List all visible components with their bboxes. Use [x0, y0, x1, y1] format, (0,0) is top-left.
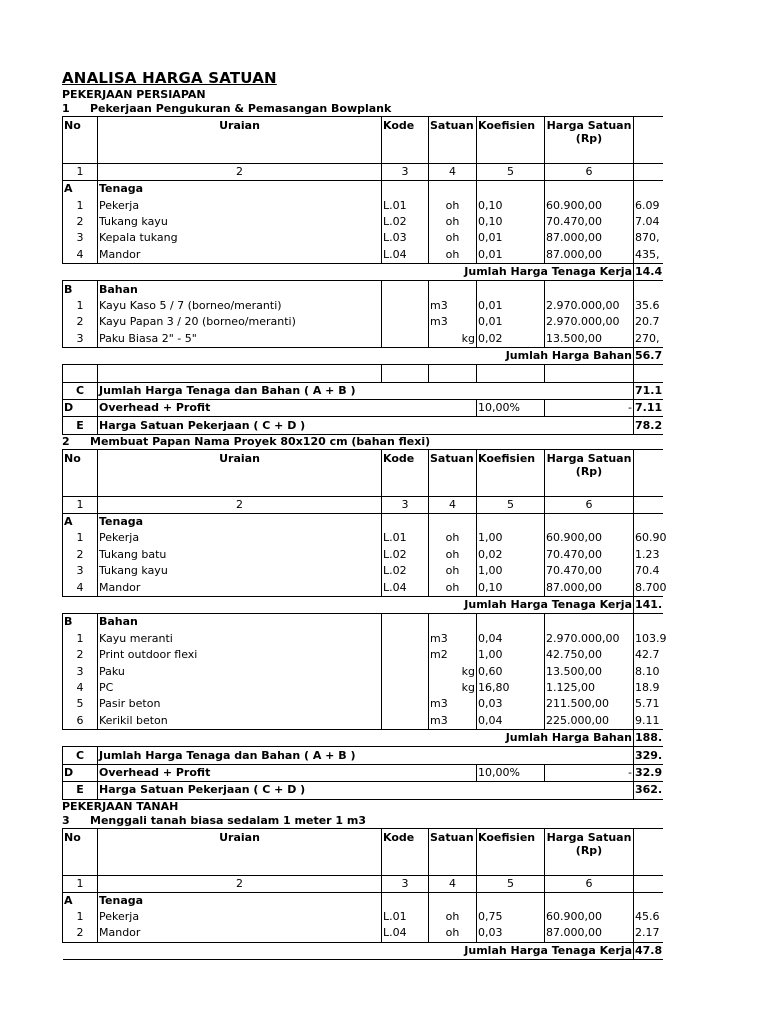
row-satuan: kg: [429, 331, 477, 348]
subtotal-row: [63, 729, 663, 746]
row-harga: 70.470,00: [545, 214, 634, 230]
row-uraian: Pekerja: [98, 909, 382, 925]
row-kode: L.04: [382, 579, 429, 596]
row-harga: 1.125,00: [545, 680, 634, 696]
row-harga: 13.500,00: [545, 663, 634, 679]
row-no: 1: [63, 197, 98, 213]
table-row: [63, 197, 663, 213]
section-title: PEKERJAAN TANAH: [62, 799, 179, 813]
col-number: [634, 496, 663, 513]
col-number: 3: [382, 496, 429, 513]
row-jumlah: 1.23: [634, 547, 663, 563]
row-jumlah: 8.10: [634, 663, 663, 679]
row-uraian: Mandor: [98, 247, 382, 264]
analysis-table: [62, 116, 663, 435]
row-satuan: m3: [429, 631, 477, 647]
col-number: 2: [98, 496, 382, 513]
col-number: 2: [98, 164, 382, 181]
row-satuan: m2: [429, 647, 477, 663]
overhead-text: Overhead + Profit: [98, 400, 477, 417]
row-harga: 2.970.000,00: [545, 314, 634, 330]
row-uraian: Kepala tukang: [98, 230, 382, 246]
total-c-label: C: [63, 747, 98, 764]
row-no: 3: [63, 331, 98, 348]
group-header-row: [63, 614, 663, 631]
rp-label: (Rp): [575, 132, 603, 145]
row-uraian: Kayu Papan 3 / 20 (borneo/meranti): [98, 314, 382, 330]
row-jumlah: 103.9: [634, 631, 663, 647]
analysis-sheet: [62, 68, 667, 960]
col-header-uraian: Uraian: [98, 828, 382, 875]
row-jumlah: 2.17: [634, 925, 663, 942]
col-number: 4: [429, 164, 477, 181]
total-c-value: 71.1: [634, 382, 663, 399]
col-header-satuan: Satuan: [429, 449, 477, 496]
row-no: 2: [63, 547, 98, 563]
row-harga: 87.000,00: [545, 579, 634, 596]
row-satuan: oh: [429, 579, 477, 596]
col-header-jumlah: [634, 449, 663, 496]
row-no: 1: [63, 530, 98, 546]
table-row: [63, 563, 663, 579]
column-number-row: [63, 164, 663, 181]
row-kode: L.01: [382, 530, 429, 546]
row-harga: 60.900,00: [545, 197, 634, 213]
row-koef: 0,60: [477, 663, 545, 679]
row-uraian: Pasir beton: [98, 696, 382, 712]
total-c-value: 329.: [634, 747, 663, 764]
row-kode: [382, 647, 429, 663]
row-satuan: oh: [429, 230, 477, 246]
row-satuan: oh: [429, 909, 477, 925]
total-e-text: Harga Satuan Pekerjaan ( C + D ): [98, 782, 634, 799]
spacer-row: [63, 365, 663, 382]
row-no: 5: [63, 696, 98, 712]
row-uraian: Pekerja: [98, 197, 382, 213]
subtotal-row: [63, 942, 663, 959]
row-uraian: Pekerja: [98, 530, 382, 546]
table-row: [63, 314, 663, 330]
col-header-uraian: Uraian: [98, 117, 382, 164]
row-harga: 225.000,00: [545, 713, 634, 730]
row-no: 6: [63, 713, 98, 730]
table-row: [63, 247, 663, 264]
row-kode: [382, 680, 429, 696]
group-header-row: [63, 181, 663, 198]
table-row: [63, 579, 663, 596]
group-header-row: [63, 281, 663, 298]
group-label: B: [63, 281, 98, 298]
row-kode: L.04: [382, 925, 429, 942]
row-no: 1: [63, 298, 98, 314]
row-jumlah: 60.90: [634, 530, 663, 546]
row-satuan: oh: [429, 530, 477, 546]
total-c-label: C: [63, 382, 98, 399]
row-jumlah: 18.9: [634, 680, 663, 696]
col-number: 3: [382, 875, 429, 892]
column-number-row: [63, 496, 663, 513]
col-header-kode: Kode: [382, 117, 429, 164]
table-header-row: [63, 449, 663, 496]
col-header-no: No: [63, 117, 98, 164]
item-name: Menggali tanah biasa sedalam 1 meter 1 m3: [90, 813, 367, 827]
row-harga: 87.000,00: [545, 925, 634, 942]
row-harga: 211.500,00: [545, 696, 634, 712]
overhead-label: D: [63, 400, 98, 417]
overhead-row: [63, 764, 663, 781]
item-name: Pekerjaan Pengukuran & Pemasangan Bowplank: [90, 102, 392, 115]
row-no: 4: [63, 579, 98, 596]
row-jumlah: 70.4: [634, 563, 663, 579]
item-title: [62, 814, 662, 828]
total-e-value: 362.: [634, 782, 663, 799]
row-uraian: Tukang kayu: [98, 563, 382, 579]
subtotal-label: Jumlah Harga Bahan: [63, 729, 634, 746]
subtotal-value: 56.7: [634, 347, 663, 364]
row-no: 2: [63, 214, 98, 230]
row-harga: 13.500,00: [545, 331, 634, 348]
row-harga: 60.900,00: [545, 909, 634, 925]
row-harga: 87.000,00: [545, 247, 634, 264]
col-header-koefisien: Koefisien: [477, 117, 545, 164]
row-no: 1: [63, 631, 98, 647]
row-no: 1: [63, 909, 98, 925]
row-satuan: m3: [429, 696, 477, 712]
col-header-jumlah: [634, 828, 663, 875]
analysis-table: [62, 449, 667, 800]
col-header-koefisien: Koefisien: [477, 449, 545, 496]
row-jumlah: 435,: [634, 247, 663, 264]
col-number: 5: [477, 496, 545, 513]
row-uraian: Kayu Kaso 5 / 7 (borneo/meranti): [98, 298, 382, 314]
col-header-kode: Kode: [382, 449, 429, 496]
overhead-dash: -: [545, 400, 634, 417]
row-kode: L.03: [382, 230, 429, 246]
table-row: [63, 647, 663, 663]
row-kode: L.02: [382, 547, 429, 563]
col-header-no: No: [63, 828, 98, 875]
subtotal-label: Jumlah Harga Tenaga Kerja: [63, 942, 634, 959]
col-number: 2: [98, 875, 382, 892]
row-no: 2: [63, 647, 98, 663]
row-jumlah: 5.71: [634, 696, 663, 712]
col-header-satuan: Satuan: [429, 117, 477, 164]
col-number: 4: [429, 496, 477, 513]
row-no: 2: [63, 314, 98, 330]
table-row: [63, 909, 663, 925]
row-kode: L.01: [382, 197, 429, 213]
row-kode: [382, 663, 429, 679]
row-jumlah: 45.6: [634, 909, 663, 925]
row-jumlah: 35.6: [634, 298, 663, 314]
row-no: 3: [63, 663, 98, 679]
col-number: 3: [382, 164, 429, 181]
table-row: [63, 696, 663, 712]
row-satuan: oh: [429, 547, 477, 563]
row-koef: 0,03: [477, 925, 545, 942]
group-header-row: [63, 513, 663, 530]
row-jumlah: 6.09: [634, 197, 663, 213]
row-satuan: m3: [429, 713, 477, 730]
row-harga: 70.470,00: [545, 563, 634, 579]
row-kode: [382, 298, 429, 314]
harga-satuan-label: Harga Satuan: [546, 119, 632, 132]
group-title: Tenaga: [98, 181, 382, 198]
row-satuan: oh: [429, 197, 477, 213]
total-e-label: E: [63, 417, 98, 434]
row-koef: 1,00: [477, 647, 545, 663]
row-koef: 0,10: [477, 579, 545, 596]
item-name: Membuat Papan Nama Proyek 80x120 cm (bahan flexi): [90, 434, 431, 448]
col-number: 6: [545, 164, 634, 181]
total-e-row: [63, 417, 663, 434]
table-row: [63, 713, 663, 730]
row-satuan: oh: [429, 563, 477, 579]
col-header-harga-satuan: [545, 828, 634, 875]
col-header-uraian: Uraian: [98, 449, 382, 496]
item-number: 2: [62, 434, 70, 448]
row-uraian: Tukang kayu: [98, 214, 382, 230]
total-e-value: 78.2: [634, 417, 663, 434]
group-title: Bahan: [98, 614, 382, 631]
row-koef: 0,75: [477, 909, 545, 925]
row-harga: 2.970.000,00: [545, 631, 634, 647]
group-title: Tenaga: [98, 892, 382, 909]
total-c-text: Jumlah Harga Tenaga dan Bahan ( A + B ): [98, 747, 634, 764]
row-kode: L.04: [382, 247, 429, 264]
row-koef: 0,03: [477, 696, 545, 712]
row-kode: [382, 696, 429, 712]
subtotal-label: Jumlah Harga Tenaga Kerja: [63, 263, 634, 280]
row-satuan: m3: [429, 298, 477, 314]
rp-label: (Rp): [575, 843, 603, 857]
row-jumlah: 20.7: [634, 314, 663, 330]
row-kode: [382, 713, 429, 730]
row-satuan: oh: [429, 214, 477, 230]
table-row: [63, 331, 663, 348]
row-koef: 0,02: [477, 331, 545, 348]
subtotal-label: Jumlah Harga Bahan: [63, 347, 634, 364]
overhead-value: 32.9: [634, 764, 663, 781]
group-label: A: [63, 892, 98, 909]
group-title: Bahan: [98, 281, 382, 298]
rp-label: (Rp): [575, 464, 603, 478]
row-harga: 87.000,00: [545, 230, 634, 246]
row-no: 4: [63, 680, 98, 696]
row-kode: L.02: [382, 214, 429, 230]
row-kode: L.01: [382, 909, 429, 925]
table-row: [63, 230, 663, 246]
col-number: 4: [429, 875, 477, 892]
row-uraian: Paku: [98, 663, 382, 679]
document-title: ANALISA HARGA SATUAN: [62, 69, 277, 87]
table-row: [63, 925, 663, 942]
table-header-row: [63, 117, 663, 164]
row-uraian: Mandor: [98, 925, 382, 942]
row-harga: 70.470,00: [545, 547, 634, 563]
total-c-row: [63, 747, 663, 764]
subtotal-row: [63, 263, 663, 280]
overhead-text: Overhead + Profit: [98, 764, 477, 781]
total-e-text: Harga Satuan Pekerjaan ( C + D ): [98, 417, 634, 434]
row-jumlah: 870,: [634, 230, 663, 246]
row-koef: 1,00: [477, 563, 545, 579]
row-satuan: kg: [429, 680, 477, 696]
total-e-row: [63, 782, 663, 799]
group-header-row: [63, 892, 663, 909]
row-no: 4: [63, 247, 98, 264]
harga-satuan-label: Harga Satuan: [546, 451, 632, 465]
row-uraian: Paku Biasa 2" - 5": [98, 331, 382, 348]
col-number: 1: [63, 496, 98, 513]
overhead-dash: -: [545, 764, 634, 781]
row-koef: 0,04: [477, 631, 545, 647]
total-c-text: Jumlah Harga Tenaga dan Bahan ( A + B ): [98, 382, 634, 399]
row-jumlah: 42.7: [634, 647, 663, 663]
row-koef: 16,80: [477, 680, 545, 696]
row-satuan: kg: [429, 663, 477, 679]
table-row: [63, 298, 663, 314]
subtotal-value: 188.: [634, 729, 663, 746]
overhead-pct: 10,00%: [477, 400, 545, 417]
row-uraian: Kayu meranti: [98, 631, 382, 647]
col-number: [634, 164, 663, 181]
row-koef: 0,10: [477, 197, 545, 213]
total-e-label: E: [63, 782, 98, 799]
row-kode: L.02: [382, 563, 429, 579]
row-harga: 60.900,00: [545, 530, 634, 546]
row-koef: 0,02: [477, 547, 545, 563]
row-no: 2: [63, 925, 98, 942]
overhead-value: 7.11: [634, 400, 663, 417]
column-number-row: [63, 875, 663, 892]
row-harga: 42.750,00: [545, 647, 634, 663]
table-header-row: [63, 828, 663, 875]
row-jumlah: 8.700: [634, 579, 663, 596]
table-row: [63, 214, 663, 230]
col-header-koefisien: Koefisien: [477, 828, 545, 875]
table-row: [63, 663, 663, 679]
row-satuan: oh: [429, 925, 477, 942]
analysis-table: [62, 828, 663, 961]
row-koef: 0,01: [477, 247, 545, 264]
overhead-label: D: [63, 764, 98, 781]
col-header-harga-satuan: [545, 449, 634, 496]
group-label: B: [63, 614, 98, 631]
row-satuan: oh: [429, 247, 477, 264]
row-koef: 0,10: [477, 214, 545, 230]
row-harga: 2.970.000,00: [545, 298, 634, 314]
col-header-kode: Kode: [382, 828, 429, 875]
subtotal-value: 141.: [634, 596, 663, 613]
group-label: A: [63, 513, 98, 530]
table-row: [63, 631, 663, 647]
subtotal-row: [63, 596, 663, 613]
total-c-row: [63, 382, 663, 399]
group-label: A: [63, 181, 98, 198]
row-jumlah: 270,: [634, 331, 663, 348]
row-koef: 0,01: [477, 230, 545, 246]
row-kode: [382, 314, 429, 330]
row-kode: [382, 631, 429, 647]
col-number: 6: [545, 875, 634, 892]
table-row: [63, 530, 663, 546]
row-no: 3: [63, 563, 98, 579]
row-uraian: PC: [98, 680, 382, 696]
table-row: [63, 547, 663, 563]
section-title: PEKERJAAN PERSIAPAN: [62, 88, 206, 101]
row-koef: 0,04: [477, 713, 545, 730]
table-row: [63, 680, 663, 696]
col-number: 5: [477, 164, 545, 181]
col-number: 1: [63, 875, 98, 892]
col-number: 5: [477, 875, 545, 892]
row-kode: [382, 331, 429, 348]
row-jumlah: 9.11: [634, 713, 663, 730]
col-header-no: No: [63, 449, 98, 496]
row-satuan: m3: [429, 314, 477, 330]
subtotal-value: 14.4: [634, 263, 663, 280]
overhead-row: [63, 400, 663, 417]
col-header-jumlah: [634, 117, 663, 164]
row-uraian: Mandor: [98, 579, 382, 596]
col-header-harga-satuan: [545, 117, 634, 164]
col-number: 6: [545, 496, 634, 513]
subtotal-value: 47.8: [634, 942, 663, 959]
item-title: [62, 102, 662, 116]
row-no: 3: [63, 230, 98, 246]
row-uraian: Kerikil beton: [98, 713, 382, 730]
subtotal-label: Jumlah Harga Tenaga Kerja: [63, 596, 634, 613]
row-uraian: Print outdoor flexi: [98, 647, 382, 663]
harga-satuan-label: Harga Satuan: [546, 830, 632, 844]
col-header-satuan: Satuan: [429, 828, 477, 875]
col-number: 1: [63, 164, 98, 181]
row-koef: 0,01: [477, 298, 545, 314]
item-title: [62, 435, 662, 449]
overhead-pct: 10,00%: [477, 764, 545, 781]
group-title: Tenaga: [98, 513, 382, 530]
subtotal-row: [63, 347, 663, 364]
row-koef: 1,00: [477, 530, 545, 546]
row-uraian: Tukang batu: [98, 547, 382, 563]
item-number: 3: [62, 813, 70, 827]
item-number: 1: [62, 102, 70, 115]
col-number: [634, 875, 663, 892]
row-jumlah: 7.04: [634, 214, 663, 230]
row-koef: 0,01: [477, 314, 545, 330]
